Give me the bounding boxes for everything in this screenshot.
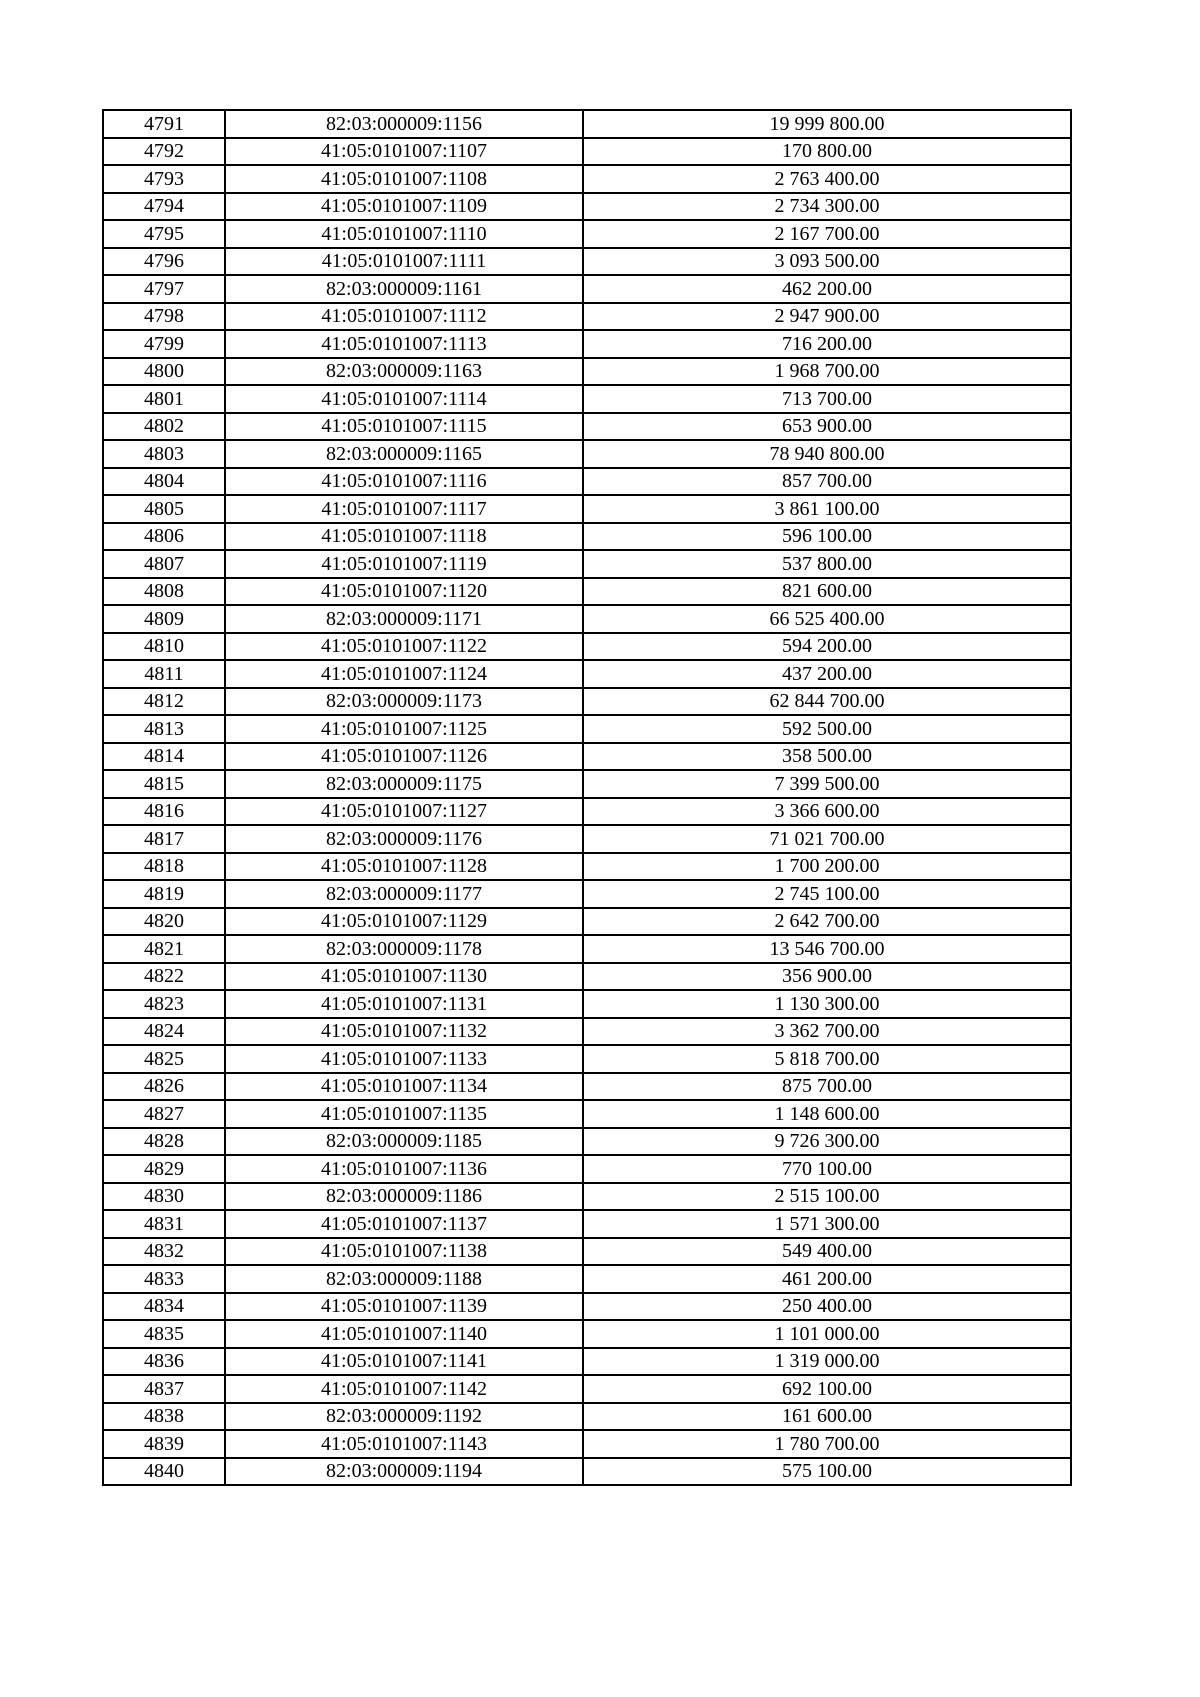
cadastral-number-cell: 41:05:0101007:1113 [225,330,583,358]
row-number-cell: 4795 [103,220,225,248]
table-row [103,825,1071,853]
cadastral-number-cell: 82:03:000009:1176 [225,825,583,853]
table-row [103,1045,1071,1073]
table-row [103,275,1071,303]
row-number-cell: 4803 [103,440,225,468]
cadastral-value-cell: 358 500.00 [583,743,1071,771]
row-number-cell: 4821 [103,935,225,963]
cadastral-value-cell: 1 968 700.00 [583,358,1071,386]
cadastral-number-cell: 41:05:0101007:1137 [225,1210,583,1238]
table-row [103,578,1071,606]
row-number-cell: 4816 [103,798,225,826]
row-number-cell: 4826 [103,1073,225,1101]
row-number-cell: 4840 [103,1458,225,1486]
cadastral-value-cell: 1 700 200.00 [583,853,1071,881]
cadastral-number-cell: 41:05:0101007:1139 [225,1293,583,1321]
cadastral-number-cell: 41:05:0101007:1110 [225,220,583,248]
cadastral-number-cell: 82:03:000009:1178 [225,935,583,963]
cadastral-number-cell: 41:05:0101007:1142 [225,1375,583,1403]
cadastral-number-cell: 82:03:000009:1186 [225,1183,583,1211]
cadastral-value-cell: 716 200.00 [583,330,1071,358]
cadastral-value-cell: 78 940 800.00 [583,440,1071,468]
row-number-cell: 4806 [103,523,225,551]
cadastral-number-cell: 41:05:0101007:1118 [225,523,583,551]
cadastral-value-cell: 1 319 000.00 [583,1348,1071,1376]
cadastral-number-cell: 41:05:0101007:1124 [225,660,583,688]
cadastral-value-cell: 3 366 600.00 [583,798,1071,826]
cadastral-number-cell: 41:05:0101007:1138 [225,1238,583,1266]
row-number-cell: 4823 [103,990,225,1018]
cadastral-value-cell: 2 642 700.00 [583,908,1071,936]
row-number-cell: 4825 [103,1045,225,1073]
table-row [103,303,1071,331]
row-number-cell: 4829 [103,1155,225,1183]
row-number-cell: 4794 [103,193,225,221]
table-row [103,1210,1071,1238]
cadastral-value-cell: 2 734 300.00 [583,193,1071,221]
table-row [103,1073,1071,1101]
row-number-cell: 4798 [103,303,225,331]
table-row [103,770,1071,798]
row-number-cell: 4817 [103,825,225,853]
cadastral-value-cell: 71 021 700.00 [583,825,1071,853]
cadastral-value-cell: 356 900.00 [583,963,1071,991]
cadastral-number-cell: 41:05:0101007:1135 [225,1100,583,1128]
row-number-cell: 4801 [103,385,225,413]
cadastral-value-cell: 875 700.00 [583,1073,1071,1101]
cadastral-number-cell: 41:05:0101007:1129 [225,908,583,936]
cadastral-value-cell: 437 200.00 [583,660,1071,688]
row-number-cell: 4808 [103,578,225,606]
cadastral-value-cell: 7 399 500.00 [583,770,1071,798]
row-number-cell: 4830 [103,1183,225,1211]
cadastral-value-cell: 462 200.00 [583,275,1071,303]
cadastral-number-cell: 41:05:0101007:1132 [225,1018,583,1046]
table-row [103,413,1071,441]
row-number-cell: 4802 [103,413,225,441]
table-body [103,110,1071,1485]
row-number-cell: 4836 [103,1348,225,1376]
cadastral-value-cell: 3 861 100.00 [583,495,1071,523]
cadastral-number-cell: 82:03:000009:1161 [225,275,583,303]
table-row [103,330,1071,358]
row-number-cell: 4839 [103,1430,225,1458]
cadastral-value-cell: 1 148 600.00 [583,1100,1071,1128]
cadastral-value-cell: 2 515 100.00 [583,1183,1071,1211]
cadastral-value-cell: 3 362 700.00 [583,1018,1071,1046]
table-row [103,990,1071,1018]
cadastral-value-cell: 1 130 300.00 [583,990,1071,1018]
table-row [103,660,1071,688]
cadastral-number-cell: 41:05:0101007:1116 [225,468,583,496]
table-row [103,440,1071,468]
cadastral-number-cell: 41:05:0101007:1115 [225,413,583,441]
table-row [103,220,1071,248]
cadastral-value-cell: 62 844 700.00 [583,688,1071,716]
cadastral-number-cell: 82:03:000009:1156 [225,110,583,138]
cadastral-value-cell: 1 780 700.00 [583,1430,1071,1458]
cadastral-number-cell: 41:05:0101007:1111 [225,248,583,276]
cadastral-value-cell: 250 400.00 [583,1293,1071,1321]
table-row [103,1320,1071,1348]
table-row [103,1183,1071,1211]
cadastral-number-cell: 41:05:0101007:1127 [225,798,583,826]
row-number-cell: 4831 [103,1210,225,1238]
cadastral-number-cell: 41:05:0101007:1140 [225,1320,583,1348]
cadastral-number-cell: 41:05:0101007:1126 [225,743,583,771]
cadastral-number-cell: 41:05:0101007:1108 [225,165,583,193]
row-number-cell: 4824 [103,1018,225,1046]
cadastral-value-cell: 19 999 800.00 [583,110,1071,138]
table-row [103,688,1071,716]
table-row [103,715,1071,743]
table-row [103,1293,1071,1321]
cadastral-number-cell: 41:05:0101007:1125 [225,715,583,743]
row-number-cell: 4833 [103,1265,225,1293]
cadastral-value-cell: 170 800.00 [583,138,1071,166]
cadastral-number-cell: 82:03:000009:1171 [225,605,583,633]
cadastral-value-cell: 2 745 100.00 [583,880,1071,908]
cadastral-value-cell: 2 763 400.00 [583,165,1071,193]
cadastral-number-cell: 82:03:000009:1194 [225,1458,583,1486]
table-row [103,138,1071,166]
cadastral-number-cell: 82:03:000009:1163 [225,358,583,386]
table-row [103,358,1071,386]
row-number-cell: 4838 [103,1403,225,1431]
table-row [103,1430,1071,1458]
table-row [103,1375,1071,1403]
cadastral-number-cell: 82:03:000009:1192 [225,1403,583,1431]
cadastral-number-cell: 41:05:0101007:1136 [225,1155,583,1183]
table-row [103,1265,1071,1293]
row-number-cell: 4818 [103,853,225,881]
row-number-cell: 4800 [103,358,225,386]
row-number-cell: 4837 [103,1375,225,1403]
cadastral-value-cell: 3 093 500.00 [583,248,1071,276]
cadastral-number-cell: 41:05:0101007:1131 [225,990,583,1018]
cadastral-value-cell: 596 100.00 [583,523,1071,551]
cadastral-number-cell: 82:03:000009:1177 [225,880,583,908]
table-row [103,798,1071,826]
cadastral-value-cell: 549 400.00 [583,1238,1071,1266]
cadastral-value-cell: 1 571 300.00 [583,1210,1071,1238]
cadastral-number-cell: 41:05:0101007:1114 [225,385,583,413]
table-row [103,1238,1071,1266]
cadastral-value-cell: 537 800.00 [583,550,1071,578]
table-row [103,908,1071,936]
cadastral-number-cell: 41:05:0101007:1112 [225,303,583,331]
cadastral-value-cell: 2 167 700.00 [583,220,1071,248]
table-row [103,110,1071,138]
table-row [103,853,1071,881]
table-row [103,165,1071,193]
row-number-cell: 4820 [103,908,225,936]
table-row [103,1018,1071,1046]
table-row [103,550,1071,578]
row-number-cell: 4791 [103,110,225,138]
row-number-cell: 4792 [103,138,225,166]
cadastral-value-cell: 653 900.00 [583,413,1071,441]
table-row [103,385,1071,413]
table-row [103,605,1071,633]
cadastral-number-cell: 41:05:0101007:1117 [225,495,583,523]
cadastral-value-cell: 575 100.00 [583,1458,1071,1486]
cadastral-number-cell: 82:03:000009:1185 [225,1128,583,1156]
cadastral-value-cell: 5 818 700.00 [583,1045,1071,1073]
cadastral-number-cell: 41:05:0101007:1130 [225,963,583,991]
row-number-cell: 4819 [103,880,225,908]
table-row [103,1155,1071,1183]
cadastral-value-cell: 9 726 300.00 [583,1128,1071,1156]
cadastral-number-cell: 41:05:0101007:1128 [225,853,583,881]
row-number-cell: 4822 [103,963,225,991]
table-row [103,1403,1071,1431]
cadastral-number-cell: 82:03:000009:1188 [225,1265,583,1293]
row-number-cell: 4796 [103,248,225,276]
cadastral-value-cell: 713 700.00 [583,385,1071,413]
cadastral-number-cell: 41:05:0101007:1109 [225,193,583,221]
row-number-cell: 4807 [103,550,225,578]
cadastral-number-cell: 41:05:0101007:1120 [225,578,583,606]
cadastral-number-cell: 41:05:0101007:1133 [225,1045,583,1073]
row-number-cell: 4812 [103,688,225,716]
row-number-cell: 4827 [103,1100,225,1128]
cadastral-number-cell: 41:05:0101007:1143 [225,1430,583,1458]
row-number-cell: 4799 [103,330,225,358]
cadastral-value-cell: 2 947 900.00 [583,303,1071,331]
table-row [103,248,1071,276]
row-number-cell: 4814 [103,743,225,771]
table-row [103,1128,1071,1156]
cadastral-value-cell: 461 200.00 [583,1265,1071,1293]
table-row [103,935,1071,963]
row-number-cell: 4835 [103,1320,225,1348]
row-number-cell: 4805 [103,495,225,523]
cadastral-value-cell: 66 525 400.00 [583,605,1071,633]
table-row [103,633,1071,661]
table-row [103,1458,1071,1486]
cadastral-number-cell: 82:03:000009:1173 [225,688,583,716]
row-number-cell: 4810 [103,633,225,661]
cadastral-number-cell: 41:05:0101007:1134 [225,1073,583,1101]
cadastral-number-cell: 41:05:0101007:1141 [225,1348,583,1376]
cadastral-number-cell: 82:03:000009:1165 [225,440,583,468]
cadastral-value-cell: 1 101 000.00 [583,1320,1071,1348]
cadastral-value-cell: 594 200.00 [583,633,1071,661]
row-number-cell: 4813 [103,715,225,743]
cadastral-value-cell: 161 600.00 [583,1403,1071,1431]
table-row [103,468,1071,496]
table-row [103,743,1071,771]
row-number-cell: 4811 [103,660,225,688]
cadastral-number-cell: 82:03:000009:1175 [225,770,583,798]
row-number-cell: 4832 [103,1238,225,1266]
cadastral-number-cell: 41:05:0101007:1119 [225,550,583,578]
row-number-cell: 4815 [103,770,225,798]
row-number-cell: 4793 [103,165,225,193]
table-row [103,495,1071,523]
cadastral-value-table [102,109,1072,1486]
table-row [103,1348,1071,1376]
cadastral-value-cell: 821 600.00 [583,578,1071,606]
table-row [103,963,1071,991]
row-number-cell: 4809 [103,605,225,633]
cadastral-value-cell: 13 546 700.00 [583,935,1071,963]
row-number-cell: 4804 [103,468,225,496]
cadastral-value-cell: 857 700.00 [583,468,1071,496]
row-number-cell: 4834 [103,1293,225,1321]
table-row [103,193,1071,221]
cadastral-value-cell: 592 500.00 [583,715,1071,743]
row-number-cell: 4797 [103,275,225,303]
cadastral-value-cell: 770 100.00 [583,1155,1071,1183]
row-number-cell: 4828 [103,1128,225,1156]
cadastral-value-cell: 692 100.00 [583,1375,1071,1403]
cadastral-number-cell: 41:05:0101007:1122 [225,633,583,661]
cadastral-number-cell: 41:05:0101007:1107 [225,138,583,166]
table-row [103,880,1071,908]
table-row [103,523,1071,551]
table-row [103,1100,1071,1128]
